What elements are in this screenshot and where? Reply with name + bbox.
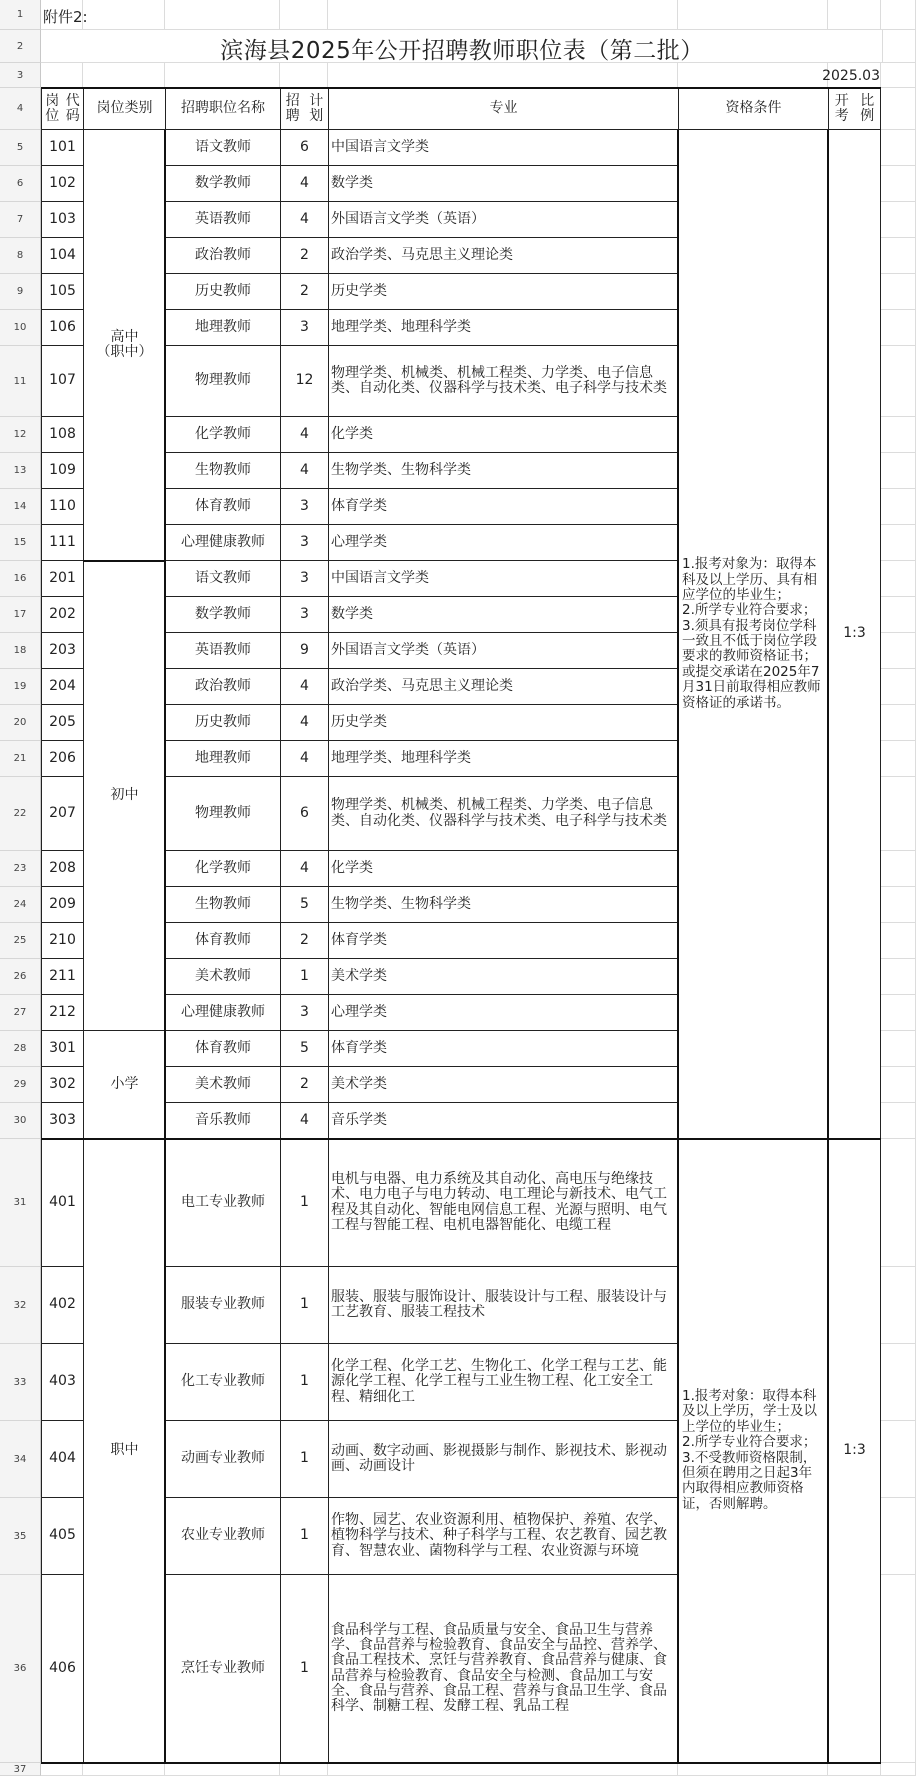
grid-cell bbox=[881, 1498, 916, 1575]
row-number[interactable]: 17 bbox=[0, 597, 41, 633]
grid-cell bbox=[280, 63, 328, 88]
grid-cell bbox=[881, 1031, 916, 1067]
position-name: 心理健康教师 bbox=[165, 525, 280, 561]
header-count-line: 计划 bbox=[309, 92, 324, 124]
row-number[interactable]: 27 bbox=[0, 995, 41, 1031]
position-count: 4 bbox=[280, 705, 328, 741]
grid-cell bbox=[881, 1763, 916, 1776]
row-number[interactable]: 6 bbox=[0, 166, 41, 202]
position-name: 语文教师 bbox=[165, 561, 280, 597]
grid-cell bbox=[881, 166, 916, 202]
grid-cell bbox=[881, 238, 916, 274]
position-count: 1 bbox=[280, 1267, 328, 1344]
position-name: 电工专业教师 bbox=[165, 1139, 280, 1267]
row-number[interactable]: 20 bbox=[0, 705, 41, 741]
position-name: 动画专业教师 bbox=[165, 1421, 280, 1498]
position-code: 103 bbox=[41, 202, 83, 238]
row-number[interactable]: 10 bbox=[0, 310, 41, 346]
position-count: 4 bbox=[280, 166, 328, 202]
row-number[interactable]: 11 bbox=[0, 346, 41, 417]
grid-cell bbox=[881, 0, 916, 30]
row-number[interactable]: 3 bbox=[0, 63, 41, 88]
table-title: 滨海县2025年公开招聘教师职位表（第二批） bbox=[220, 37, 704, 64]
grid-cell bbox=[881, 1421, 916, 1498]
position-name: 体育教师 bbox=[165, 1031, 280, 1067]
position-name: 地理教师 bbox=[165, 741, 280, 777]
position-major: 数学类 bbox=[328, 597, 678, 633]
position-major: 生物学类、生物科学类 bbox=[328, 453, 678, 489]
position-name: 美术教师 bbox=[165, 1067, 280, 1103]
grid-cell bbox=[881, 741, 916, 777]
row-number[interactable]: 30 bbox=[0, 1103, 41, 1139]
grid-cell bbox=[881, 346, 916, 417]
position-name: 英语教师 bbox=[165, 202, 280, 238]
grid-cell bbox=[280, 1763, 328, 1776]
position-count: 2 bbox=[280, 923, 328, 959]
position-name: 英语教师 bbox=[165, 633, 280, 669]
row-number[interactable]: 25 bbox=[0, 923, 41, 959]
header-count-line: 招聘 bbox=[285, 92, 300, 124]
position-name: 物理教师 bbox=[165, 777, 280, 851]
position-code: 206 bbox=[41, 741, 83, 777]
header-top-rule bbox=[41, 87, 881, 89]
position-count: 3 bbox=[280, 525, 328, 561]
position-major: 政治学类、马克思主义理论类 bbox=[328, 238, 678, 274]
position-name: 烹饪专业教师 bbox=[165, 1575, 280, 1763]
position-major: 化学类 bbox=[328, 417, 678, 453]
position-major: 物理学类、机械类、机械工程类、力学类、电子信息类、自动化类、仪器科学与技术类、电子科学与技术类 bbox=[328, 777, 678, 851]
grid-cell bbox=[881, 88, 916, 130]
position-count: 3 bbox=[280, 995, 328, 1031]
group-rule bbox=[83, 560, 165, 562]
position-name: 化工专业教师 bbox=[165, 1344, 280, 1421]
category-cell: 职中 bbox=[83, 1139, 165, 1763]
ratio-rule bbox=[827, 130, 829, 1763]
grid-cell bbox=[881, 995, 916, 1031]
grid-cell bbox=[881, 1067, 916, 1103]
row-number[interactable]: 1 bbox=[0, 0, 41, 30]
position-name: 地理教师 bbox=[165, 310, 280, 346]
grid-cell bbox=[83, 63, 165, 88]
grid-cell bbox=[881, 597, 916, 633]
header-major: 专业 bbox=[328, 88, 678, 130]
position-major: 生物学类、生物科学类 bbox=[328, 887, 678, 923]
grid-cell bbox=[881, 130, 916, 166]
position-count: 2 bbox=[280, 274, 328, 310]
grid-cell bbox=[881, 777, 916, 851]
grid-cell bbox=[165, 0, 280, 30]
position-name: 历史教师 bbox=[165, 705, 280, 741]
position-major: 体育学类 bbox=[328, 1031, 678, 1067]
position-name: 政治教师 bbox=[165, 238, 280, 274]
position-count: 6 bbox=[280, 130, 328, 166]
grid-cell bbox=[881, 489, 916, 525]
position-count: 1 bbox=[280, 1139, 328, 1267]
position-code: 205 bbox=[41, 705, 83, 741]
grid-cell bbox=[881, 202, 916, 238]
position-name: 历史教师 bbox=[165, 274, 280, 310]
name-rule bbox=[164, 130, 166, 1763]
position-major: 动画、数字动画、影视摄影与制作、影视技术、影视动画、动画设计 bbox=[328, 1421, 678, 1498]
position-count: 5 bbox=[280, 1031, 328, 1067]
grid-cell bbox=[41, 1763, 83, 1776]
position-major: 中国语言文学类 bbox=[328, 130, 678, 166]
header-ratio-line: 比例 bbox=[860, 92, 875, 124]
position-name: 数学教师 bbox=[165, 597, 280, 633]
row-number[interactable]: 35 bbox=[0, 1498, 41, 1575]
header-code-line: 代码 bbox=[65, 92, 80, 124]
position-major: 心理学类 bbox=[328, 995, 678, 1031]
grid-cell bbox=[881, 63, 916, 88]
position-count: 6 bbox=[280, 777, 328, 851]
position-major: 历史学类 bbox=[328, 274, 678, 310]
header-ratio-line: 开考 bbox=[834, 92, 849, 124]
position-major: 体育学类 bbox=[328, 923, 678, 959]
ratio-cell: 1:3 bbox=[828, 130, 881, 1139]
position-major: 心理学类 bbox=[328, 525, 678, 561]
position-count: 3 bbox=[280, 597, 328, 633]
position-code: 401 bbox=[41, 1139, 83, 1267]
grid-cell bbox=[280, 0, 328, 30]
position-code: 212 bbox=[41, 995, 83, 1031]
header-code bbox=[41, 88, 83, 130]
grid-cell bbox=[881, 887, 916, 923]
position-major: 物理学类、机械类、机械工程类、力学类、电子信息类、自动化类、仪器科学与技术类、电子科学与技术类 bbox=[328, 346, 678, 417]
table-date: 2025.03 bbox=[822, 68, 880, 84]
row-number[interactable]: 32 bbox=[0, 1267, 41, 1344]
grid-cell bbox=[828, 0, 881, 30]
grid-cell bbox=[881, 1139, 916, 1267]
grid-cell bbox=[83, 1763, 165, 1776]
position-name: 音乐教师 bbox=[165, 1103, 280, 1139]
row-number[interactable]: 28 bbox=[0, 1031, 41, 1067]
grid-cell bbox=[881, 633, 916, 669]
position-major: 政治学类、马克思主义理论类 bbox=[328, 669, 678, 705]
row-number[interactable]: 9 bbox=[0, 274, 41, 310]
position-major: 作物、园艺、农业资源利用、植物保护、养殖、农学、植物科学与技术、种子科学与工程、农艺教育、园艺教育、智慧农业、菌物科学与工程、农业资源与环境 bbox=[328, 1498, 678, 1575]
position-major: 音乐学类 bbox=[328, 1103, 678, 1139]
grid-cell bbox=[165, 1763, 280, 1776]
position-code: 208 bbox=[41, 851, 83, 887]
grid-cell bbox=[881, 417, 916, 453]
position-code: 104 bbox=[41, 238, 83, 274]
position-code: 109 bbox=[41, 453, 83, 489]
position-major: 化学类 bbox=[328, 851, 678, 887]
grid-cell bbox=[328, 63, 678, 88]
position-count: 4 bbox=[280, 851, 328, 887]
row-number[interactable]: 12 bbox=[0, 417, 41, 453]
category-cell: 高中 （职中） bbox=[83, 130, 165, 561]
position-code: 101 bbox=[41, 130, 83, 166]
row-number[interactable]: 14 bbox=[0, 489, 41, 525]
position-count: 2 bbox=[280, 238, 328, 274]
grid-cell bbox=[881, 525, 916, 561]
position-code: 107 bbox=[41, 346, 83, 417]
position-count: 3 bbox=[280, 489, 328, 525]
position-code: 106 bbox=[41, 310, 83, 346]
category-cell: 初中 bbox=[83, 561, 165, 1031]
attachment-note: 附件2: bbox=[43, 8, 88, 26]
position-name: 体育教师 bbox=[165, 923, 280, 959]
position-count: 3 bbox=[280, 561, 328, 597]
position-major: 食品科学与工程、食品质量与安全、食品卫生与营养学、食品营养与检验教育、食品安全与品控、营养学、食品工程技术、烹饪与营养教育、食品营养与健康、食品营养与检验教育、食品安全与检测、食品加工与安全、食品与营养、食品工程、营养与食品卫生学、食品科学、制糖工程、发酵工程、乳品工程 bbox=[328, 1575, 678, 1763]
row-number[interactable]: 21 bbox=[0, 741, 41, 777]
ratio-cell: 1:3 bbox=[828, 1139, 881, 1763]
category-cell: 小学 bbox=[83, 1031, 165, 1139]
row-number[interactable]: 13 bbox=[0, 453, 41, 489]
row-number[interactable]: 4 bbox=[0, 88, 41, 130]
qualification-cell: 1.报考对象：取得本科及以上学历，学士及以上学位的毕业生； 2.所学专业符合要求； 3.不受教师资格限制，但须在聘用之日起3年内取得相应教师资格证，否则解聘。 bbox=[678, 1139, 828, 1763]
position-code: 406 bbox=[41, 1575, 83, 1763]
grid-cell bbox=[881, 561, 916, 597]
position-count: 1 bbox=[280, 959, 328, 995]
grid-cell bbox=[881, 1103, 916, 1139]
grid-cell bbox=[83, 0, 165, 30]
position-name: 生物教师 bbox=[165, 887, 280, 923]
grid-cell bbox=[881, 705, 916, 741]
position-major: 美术学类 bbox=[328, 1067, 678, 1103]
grid-cell bbox=[328, 1763, 678, 1776]
position-count: 4 bbox=[280, 417, 328, 453]
row-number[interactable]: 29 bbox=[0, 1067, 41, 1103]
row-number[interactable]: 19 bbox=[0, 669, 41, 705]
grid-cell bbox=[881, 310, 916, 346]
row-number[interactable]: 8 bbox=[0, 238, 41, 274]
position-major: 数学类 bbox=[328, 166, 678, 202]
row-number[interactable]: 15 bbox=[0, 525, 41, 561]
position-major: 美术学类 bbox=[328, 959, 678, 995]
header-code-line: 岗位 bbox=[45, 92, 60, 124]
position-name: 化学教师 bbox=[165, 851, 280, 887]
position-code: 209 bbox=[41, 887, 83, 923]
grid-cell bbox=[881, 1344, 916, 1421]
position-count: 4 bbox=[280, 1103, 328, 1139]
position-count: 4 bbox=[280, 669, 328, 705]
row-number[interactable]: 24 bbox=[0, 887, 41, 923]
row-number[interactable]: 26 bbox=[0, 959, 41, 995]
grid-cell bbox=[881, 923, 916, 959]
position-code: 302 bbox=[41, 1067, 83, 1103]
row-number[interactable]: 5 bbox=[0, 130, 41, 166]
grid-cell bbox=[881, 669, 916, 705]
position-major: 历史学类 bbox=[328, 705, 678, 741]
position-code: 207 bbox=[41, 777, 83, 851]
row-number[interactable]: 36 bbox=[0, 1575, 41, 1763]
grid-cell bbox=[881, 851, 916, 887]
position-code: 105 bbox=[41, 274, 83, 310]
position-name: 服装专业教师 bbox=[165, 1267, 280, 1344]
row-number[interactable]: 18 bbox=[0, 633, 41, 669]
position-code: 402 bbox=[41, 1267, 83, 1344]
table-bottom-rule bbox=[41, 1762, 881, 1764]
qual-rule bbox=[677, 130, 679, 1763]
grid-cell bbox=[165, 63, 280, 88]
position-code: 110 bbox=[41, 489, 83, 525]
position-major: 电机与电器、电力系统及其自动化、高电压与绝缘技术、电力电子与电力转动、电工理论与新技术、电气工程及其自动化、智能电网信息工程、光源与照明、电气工程与智能工程、电机电器智能化、电缆工程 bbox=[328, 1139, 678, 1267]
position-name: 语文教师 bbox=[165, 130, 280, 166]
position-code: 404 bbox=[41, 1421, 83, 1498]
row-number[interactable]: 34 bbox=[0, 1421, 41, 1498]
grid-cell bbox=[881, 1575, 916, 1763]
position-name: 美术教师 bbox=[165, 959, 280, 995]
header-qualification: 资格条件 bbox=[678, 88, 828, 130]
grid-cell bbox=[678, 1763, 828, 1776]
position-count: 3 bbox=[280, 310, 328, 346]
position-code: 203 bbox=[41, 633, 83, 669]
position-major: 外国语言文学类（英语） bbox=[328, 633, 678, 669]
header-category-line: 类别 bbox=[124, 100, 153, 117]
position-code: 111 bbox=[41, 525, 83, 561]
row-number[interactable]: 2 bbox=[0, 30, 41, 63]
header-category-line: 岗位 bbox=[96, 100, 125, 117]
position-major: 地理学类、地理科学类 bbox=[328, 310, 678, 346]
row-number[interactable]: 16 bbox=[0, 561, 41, 597]
grid-cell bbox=[881, 1267, 916, 1344]
position-code: 303 bbox=[41, 1103, 83, 1139]
header-count bbox=[280, 88, 328, 130]
grid-cell bbox=[678, 0, 828, 30]
position-major: 体育学类 bbox=[328, 489, 678, 525]
header-name: 招聘职位名称 bbox=[165, 88, 280, 130]
row-number[interactable]: 23 bbox=[0, 851, 41, 887]
row-number[interactable]: 7 bbox=[0, 202, 41, 238]
position-code: 102 bbox=[41, 166, 83, 202]
position-name: 农业专业教师 bbox=[165, 1498, 280, 1575]
grid-cell bbox=[828, 1763, 881, 1776]
qualification-cell: 1.报考对象为：取得本科及以上学历、具有相应学位的毕业生； 2.所学专业符合要求； 3.须具有报考岗位学科一致且不低于岗位学段要求的教师资格证书；或提交承诺在2025年7月31日前取得相应教师资格证的承诺书。 bbox=[678, 130, 828, 1139]
position-code: 202 bbox=[41, 597, 83, 633]
position-count: 4 bbox=[280, 741, 328, 777]
position-name: 化学教师 bbox=[165, 417, 280, 453]
header-ratio bbox=[828, 88, 881, 130]
position-code: 204 bbox=[41, 669, 83, 705]
position-name: 数学教师 bbox=[165, 166, 280, 202]
position-code: 211 bbox=[41, 959, 83, 995]
position-code: 403 bbox=[41, 1344, 83, 1421]
position-major: 服装、服装与服饰设计、服装设计与工程、服装设计与工艺教育、服装工程技术 bbox=[328, 1267, 678, 1344]
row-number[interactable]: 33 bbox=[0, 1344, 41, 1421]
grid-cell bbox=[881, 30, 916, 63]
position-count: 5 bbox=[280, 887, 328, 923]
position-name: 政治教师 bbox=[165, 669, 280, 705]
position-code: 301 bbox=[41, 1031, 83, 1067]
row-number[interactable]: 31 bbox=[0, 1139, 41, 1267]
position-major: 化学工程、化学工艺、生物化工、化学工程与工艺、能源化学工程、化学工程与工业生物工程、化工安全工程、精细化工 bbox=[328, 1344, 678, 1421]
position-count: 1 bbox=[280, 1575, 328, 1763]
position-code: 210 bbox=[41, 923, 83, 959]
row-number[interactable]: 22 bbox=[0, 777, 41, 851]
row-number[interactable]: 37 bbox=[0, 1763, 41, 1776]
position-count: 4 bbox=[280, 202, 328, 238]
position-count: 1 bbox=[280, 1498, 328, 1575]
header-category bbox=[83, 88, 165, 130]
position-name: 心理健康教师 bbox=[165, 995, 280, 1031]
position-major: 外国语言文学类（英语） bbox=[328, 202, 678, 238]
position-name: 生物教师 bbox=[165, 453, 280, 489]
position-count: 12 bbox=[280, 346, 328, 417]
position-count: 1 bbox=[280, 1421, 328, 1498]
grid-cell bbox=[881, 453, 916, 489]
position-code: 201 bbox=[41, 561, 83, 597]
position-count: 1 bbox=[280, 1344, 328, 1421]
grid-cell bbox=[41, 63, 83, 88]
position-major: 地理学类、地理科学类 bbox=[328, 741, 678, 777]
position-name: 物理教师 bbox=[165, 346, 280, 417]
position-code: 405 bbox=[41, 1498, 83, 1575]
grid-cell bbox=[881, 959, 916, 995]
grid-cell bbox=[328, 0, 678, 30]
position-major: 中国语言文学类 bbox=[328, 561, 678, 597]
grid-cell bbox=[881, 274, 916, 310]
position-name: 体育教师 bbox=[165, 489, 280, 525]
group-rule bbox=[41, 1138, 881, 1140]
position-count: 4 bbox=[280, 453, 328, 489]
position-code: 108 bbox=[41, 417, 83, 453]
position-count: 9 bbox=[280, 633, 328, 669]
position-count: 2 bbox=[280, 1067, 328, 1103]
